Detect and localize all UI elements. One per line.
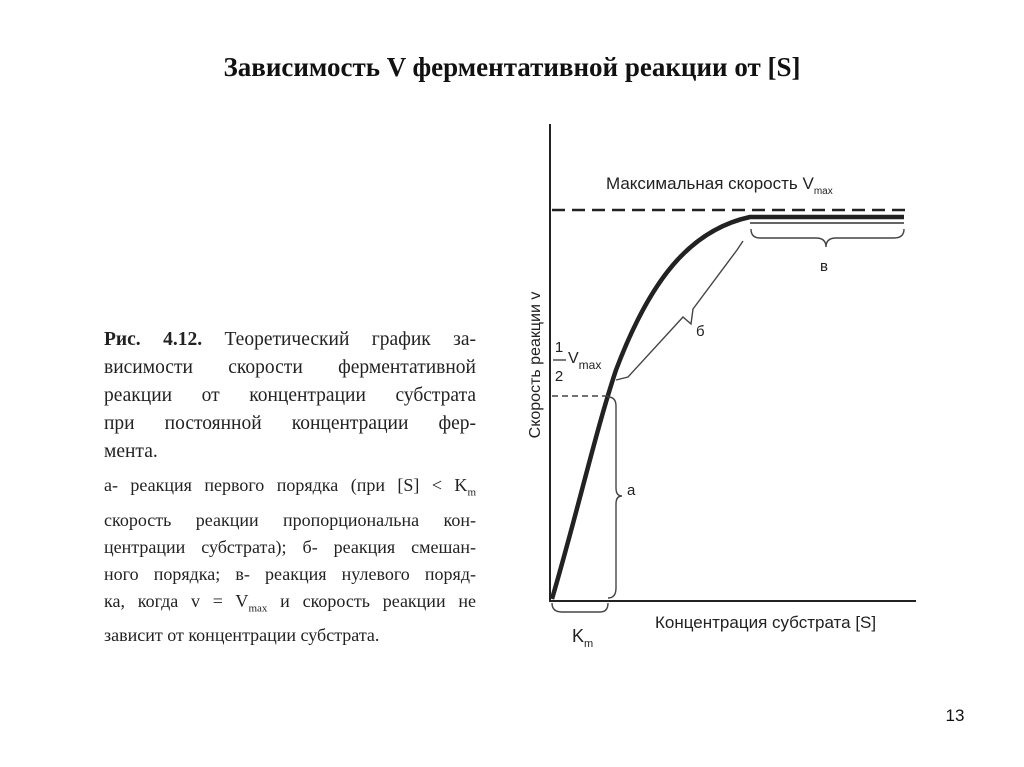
brace-km [552, 603, 608, 612]
caption-notes [104, 472, 476, 649]
brace-c [751, 229, 904, 247]
km-label: $K_m$ [572, 626, 594, 650]
caption-desc-line-1: висимости скорости ферментативной [104, 357, 476, 378]
brace-a [608, 397, 622, 598]
slide-title: Зависимость V ферментативной реакции от [S] [223, 52, 801, 82]
caption-desc-line-4: мента. [104, 441, 158, 462]
note-line-1: скорость реакции пропорциональна кон- [104, 509, 476, 530]
half-numerator: 1 [554, 339, 564, 356]
region-a-label: а [627, 482, 636, 499]
note-line-4: ка, когда $v = V_{max}$ и скорость реакции не [104, 590, 476, 615]
slide-number: 13 [945, 706, 965, 725]
note-line-5: зависит от концентрации субстрата. [104, 625, 380, 646]
note-line-3: ного порядка; в- реакция нулевого поряд- [104, 563, 476, 584]
caption-desc-line-3: при постоянной концентрации фер- [104, 413, 476, 434]
caption-desc-line-0: Теоретический график за- [224, 329, 476, 350]
caption-desc-line-2: реакции от концентрации субстрата [104, 385, 476, 406]
note-line-2: центрации субстрата); б- реакция смешан- [104, 536, 476, 557]
michaelis-menten-graph [500, 110, 940, 670]
note-line-0: а- реакция первого порядка (при $[S] < K_m$ [104, 475, 476, 499]
half-vmax-label: $V_{max}$ [568, 350, 602, 372]
figure-caption [104, 326, 476, 655]
half-denominator: 2 [554, 368, 564, 385]
reaction-curve [552, 217, 904, 599]
brace-b [616, 241, 743, 380]
region-c-label: в [820, 258, 828, 275]
y-axis-label: Скорость реакции v [527, 291, 544, 439]
figure-label: Рис. 4.12. [104, 329, 203, 350]
x-axis-label: Концентрация субстрата [S] [655, 613, 877, 632]
region-b-label: б [696, 323, 705, 340]
vmax-label: Максимальная скорость $V_{max}$ [606, 174, 833, 197]
caption-line-0 [104, 326, 476, 354]
caption-description [104, 326, 476, 466]
